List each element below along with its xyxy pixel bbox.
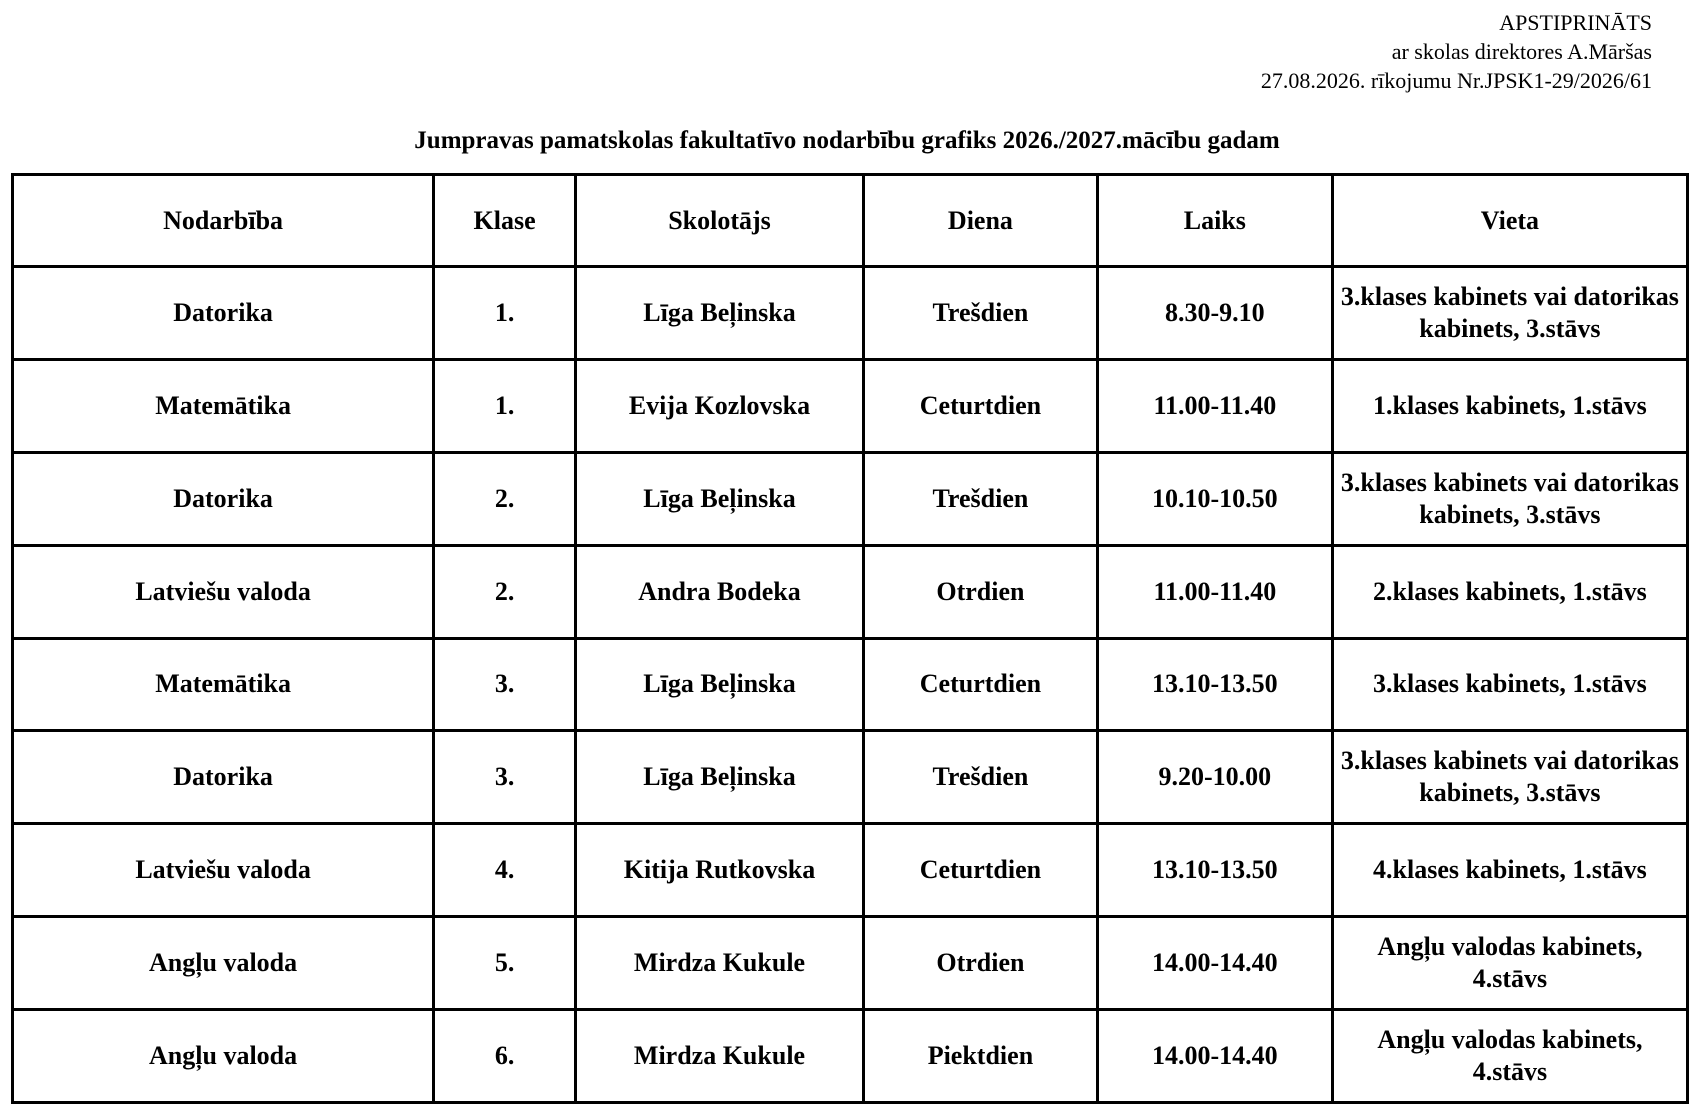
cell-time: 14.00-14.40	[1097, 917, 1332, 1010]
table-row	[13, 267, 1688, 360]
table-header-row	[13, 175, 1688, 267]
cell-class: 2.	[434, 545, 576, 638]
cell-activity: Latviešu valoda	[13, 545, 434, 638]
cell-day: Trešdien	[864, 452, 1098, 545]
approval-block	[1261, 8, 1652, 95]
approval-authority: ar skolas direktores A.Māršas	[1391, 39, 1652, 64]
table-row	[13, 824, 1688, 917]
table-row	[13, 452, 1688, 545]
cell-teacher: Mirdza Kukule	[576, 1010, 864, 1103]
cell-day: Ceturtdien	[864, 824, 1098, 917]
cell-location: 4.klases kabinets, 1.stāvs	[1332, 824, 1687, 917]
cell-location: Angļu valodas kabinets, 4.stāvs	[1332, 917, 1687, 1010]
table-row	[13, 917, 1688, 1010]
cell-class: 3.	[434, 638, 576, 731]
cell-day: Trešdien	[864, 731, 1098, 824]
cell-location: 1.klases kabinets, 1.stāvs	[1332, 359, 1687, 452]
cell-time: 13.10-13.50	[1097, 824, 1332, 917]
cell-class: 4.	[434, 824, 576, 917]
cell-class: 5.	[434, 917, 576, 1010]
cell-location: 3.klases kabinets vai datorikas kabinets, 3.stāvs	[1332, 731, 1687, 824]
cell-activity: Matemātika	[13, 359, 434, 452]
cell-location: 3.klases kabinets vai datorikas kabinets, 3.stāvs	[1332, 452, 1687, 545]
cell-activity: Latviešu valoda	[13, 824, 434, 917]
cell-activity: Datorika	[13, 452, 434, 545]
header-location: Vieta	[1332, 175, 1687, 267]
cell-time: 10.10-10.50	[1097, 452, 1332, 545]
approval-status: APSTIPRINĀTS	[1499, 10, 1652, 35]
cell-class: 3.	[434, 731, 576, 824]
cell-location: Angļu valodas kabinets, 4.stāvs	[1332, 1010, 1687, 1103]
cell-activity: Angļu valoda	[13, 917, 434, 1010]
cell-activity: Datorika	[13, 267, 434, 360]
header-class: Klase	[434, 175, 576, 267]
cell-teacher: Andra Bodeka	[576, 545, 864, 638]
cell-day: Piektdien	[864, 1010, 1098, 1103]
schedule-table	[11, 173, 1689, 1104]
cell-day: Otrdien	[864, 917, 1098, 1010]
cell-class: 1.	[434, 359, 576, 452]
cell-day: Trešdien	[864, 267, 1098, 360]
cell-teacher: Kitija Rutkovska	[576, 824, 864, 917]
cell-activity: Matemātika	[13, 638, 434, 731]
header-activity: Nodarbība	[13, 175, 434, 267]
header-day: Diena	[864, 175, 1098, 267]
cell-teacher: Līga Beļinska	[576, 638, 864, 731]
cell-activity: Datorika	[13, 731, 434, 824]
approval-order-reference: 27.08.2026. rīkojumu Nr.JPSK1-29/2026/61	[1260, 68, 1652, 93]
cell-day: Ceturtdien	[864, 359, 1098, 452]
cell-time: 11.00-11.40	[1097, 545, 1332, 638]
cell-teacher: Evija Kozlovska	[576, 359, 864, 452]
cell-time: 8.30-9.10	[1097, 267, 1332, 360]
cell-class: 1.	[434, 267, 576, 360]
cell-time: 13.10-13.50	[1097, 638, 1332, 731]
cell-day: Otrdien	[864, 545, 1098, 638]
table-row	[13, 545, 1688, 638]
cell-location: 3.klases kabinets, 1.stāvs	[1332, 638, 1687, 731]
table-row	[13, 731, 1688, 824]
cell-time: 11.00-11.40	[1097, 359, 1332, 452]
cell-class: 2.	[434, 452, 576, 545]
cell-location: 2.klases kabinets, 1.stāvs	[1332, 545, 1687, 638]
cell-teacher: Mirdza Kukule	[576, 917, 864, 1010]
cell-teacher: Līga Beļinska	[576, 452, 864, 545]
table-row	[13, 1010, 1688, 1103]
cell-activity: Angļu valoda	[13, 1010, 434, 1103]
cell-time: 14.00-14.40	[1097, 1010, 1332, 1103]
table-row	[13, 638, 1688, 731]
cell-day: Ceturtdien	[864, 638, 1098, 731]
table-row	[13, 359, 1688, 452]
document-title: Jumpravas pamatskolas fakultatīvo nodarbību grafiks 2026./2027.mācību gadam	[414, 127, 1280, 154]
header-teacher: Skolotājs	[576, 175, 864, 267]
cell-teacher: Līga Beļinska	[576, 267, 864, 360]
header-time: Laiks	[1097, 175, 1332, 267]
schedule-body	[13, 267, 1688, 1103]
cell-time: 9.20-10.00	[1097, 731, 1332, 824]
cell-class: 6.	[434, 1010, 576, 1103]
cell-teacher: Līga Beļinska	[576, 731, 864, 824]
cell-location: 3.klases kabinets vai datorikas kabinets, 3.stāvs	[1332, 267, 1687, 360]
